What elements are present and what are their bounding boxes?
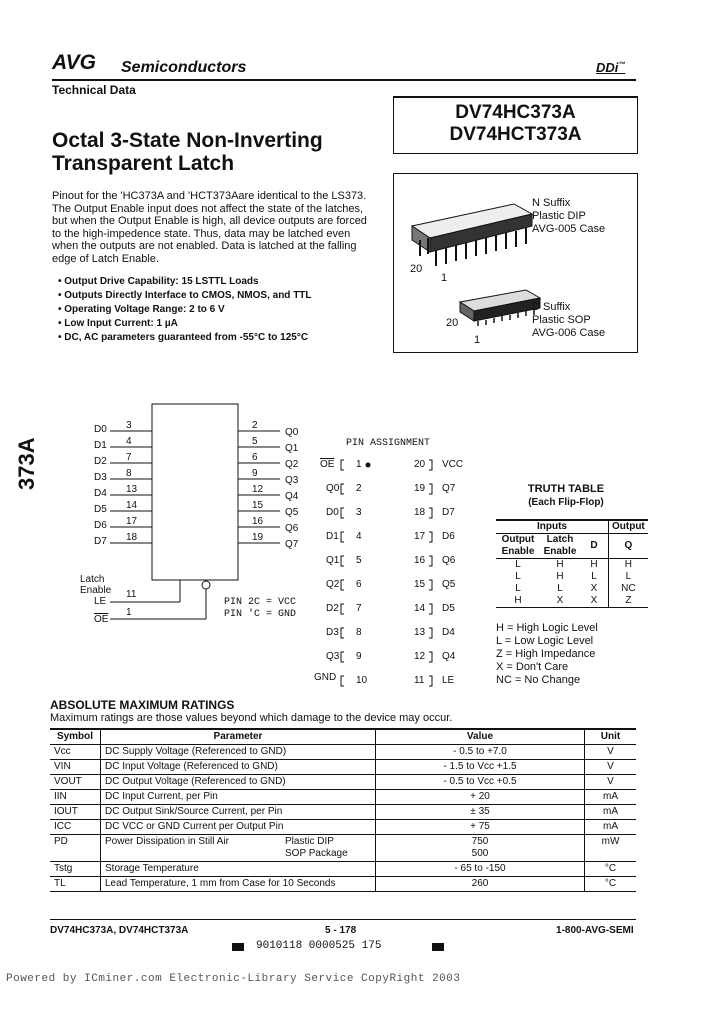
sop-package-icon <box>460 290 540 326</box>
pa-name-left: Q1 <box>326 555 340 566</box>
section-label: Technical Data <box>52 83 136 97</box>
input-label-d3: D3 <box>94 472 107 483</box>
output-label-q3: Q3 <box>285 475 299 486</box>
watermark: Powered by ICminer.com Electronic-Library Service CopyRight 2003 <box>6 973 461 985</box>
tt-row: L L X NC <box>515 583 636 594</box>
pa-pin-left: 4 <box>356 531 362 542</box>
truth-table-subtitle: (Each Flip-Flop) <box>528 497 604 508</box>
ratings-subtitle: Maximum ratings are those values beyond which damage to the device may occur. <box>50 712 453 724</box>
ratings-row: Vcc DC Supply Voltage (Referenced to GND) - 0.5 to +7.0 V <box>50 745 636 760</box>
input-label-d4: D4 <box>94 488 107 499</box>
output-pin: 6 <box>252 452 258 463</box>
output-pin: 9 <box>252 468 258 479</box>
pa-pin-right: 14 <box>414 603 426 614</box>
barcode-mark-right <box>432 943 444 951</box>
pa-name-left: D2 <box>326 603 339 614</box>
output-label-q2: Q2 <box>285 459 299 470</box>
side-part-label: 373A <box>14 437 39 490</box>
feature-item: • Operating Voltage Range: 2 to 6 V <box>70 304 390 315</box>
tt-inputs-header: Inputs <box>496 520 609 534</box>
pa-pin-left: 10 <box>356 675 368 686</box>
input-pin: 3 <box>126 420 132 431</box>
brand-subtitle: Semiconductors <box>121 59 247 76</box>
pa-name-left: D0 <box>326 507 339 518</box>
oe-label: $\overline{OE}$ <box>94 614 109 625</box>
oe-pin: 1 <box>126 607 132 618</box>
input-pin: 14 <box>126 500 138 511</box>
ratings-row: ICC DC VCC or GND Current per Output Pin + 75 mA <box>50 820 636 835</box>
pa-name-right: LE <box>442 675 455 686</box>
output-label-q6: Q6 <box>285 523 299 534</box>
pin-assignment <box>314 438 474 693</box>
dip-pin-1: 1 <box>441 272 448 284</box>
pa-pin-left: 6 <box>356 579 362 590</box>
le-pin: 11 <box>126 589 137 600</box>
brand-name: AVG <box>52 51 96 74</box>
pa-pin-left: 3 <box>356 507 362 518</box>
input-pin: 13 <box>126 484 138 495</box>
latch-enable-label: Latch Enable <box>80 574 112 596</box>
feature-item: • Outputs Directly Interface to CMOS, NMOS, and TTL <box>70 290 390 301</box>
dip-pin-20: 20 <box>410 263 423 275</box>
input-label-d1: D1 <box>94 440 107 451</box>
pa-name-right: Q6 <box>442 555 456 566</box>
feature-item: • Output Drive Capability: 15 LSTTL Loads <box>70 276 390 287</box>
pa-pin-left: 8 <box>356 627 362 638</box>
input-pin: 7 <box>126 452 132 463</box>
pa-name-right: Q4 <box>442 651 456 662</box>
dip-label: N Suffix Plastic DIP AVG-005 Case <box>532 197 606 235</box>
ratings-row: IOUT DC Output Sink/Source Current, per Pin ± 35 mA <box>50 805 636 820</box>
pa-name-left: Q3 <box>326 651 340 662</box>
output-pin: 5 <box>252 436 258 447</box>
tt-col-d: D <box>580 534 609 559</box>
title-line-1: Octal 3-State Non-Inverting <box>52 129 323 152</box>
pa-name-left: $\overline{OE}$ <box>320 459 335 470</box>
logic-diagram <box>80 400 330 630</box>
pa-name-left: D1 <box>326 531 339 542</box>
footer-part-numbers: DV74HC373A, DV74HCT373A <box>50 925 189 936</box>
footer-phone: 1-800-AVG-SEMI <box>556 925 634 936</box>
ratings-row: PD Power Dissipation in Still Air Plastic DIP SOP Package 750 500 mW <box>50 835 636 862</box>
pa-pin-right: 19 <box>414 483 426 494</box>
input-pin: 8 <box>126 468 132 479</box>
input-label-d2: D2 <box>94 456 107 467</box>
ratings-table <box>50 728 636 892</box>
pa-pin-right: 20 <box>414 459 426 470</box>
pa-pin-right: 17 <box>414 531 426 542</box>
ratings-header-row: Symbol Parameter Value Unit <box>50 729 636 745</box>
pa-name-right: Q7 <box>442 483 456 494</box>
output-pin: 2 <box>252 420 258 431</box>
ratings-row: TL Lead Temperature, 1 mm from Case for 10 Seconds 260 °C <box>50 877 636 892</box>
ratings-row: VOUT DC Output Voltage (Referenced to GND) - 0.5 to Vcc +0.5 V <box>50 775 636 790</box>
dip-package-icon <box>412 204 532 266</box>
pa-name-left: D3 <box>326 627 339 638</box>
output-label-q1: Q1 <box>285 443 299 454</box>
output-label-q5: Q5 <box>285 507 299 518</box>
barcode-text: 9010118 0000525 175 <box>256 940 382 952</box>
truth-table-legend: H = High Logic Level L = Low Logic Level Z = High Impedance X = Don't Care NC = No Change <box>496 622 598 686</box>
pa-name-right: D7 <box>442 507 455 518</box>
pa-pin-right: 11 <box>414 675 425 686</box>
input-pin: 18 <box>126 532 138 543</box>
pa-pin-left: 2 <box>356 483 362 494</box>
part-number-2: DV74HCT373A <box>449 124 582 145</box>
barcode-mark-left <box>232 943 244 951</box>
output-pin: 19 <box>252 532 264 543</box>
truth-table <box>496 519 648 608</box>
package-box <box>393 173 638 353</box>
pa-name-left: GND <box>314 672 337 683</box>
input-label-d7: D7 <box>94 536 107 547</box>
footer-page-number: 5 - 178 <box>325 925 357 936</box>
footer-rule <box>50 919 636 920</box>
pa-pin-left: 7 <box>356 603 362 614</box>
ddi-logo: DDi™ <box>596 60 626 75</box>
header-rule <box>52 79 636 81</box>
feature-item: • DC, AC parameters guaranteed from -55°C to 125°C <box>70 332 390 343</box>
output-label-q7: Q7 <box>285 539 299 550</box>
pin-note-vcc: PIN 2C = VCC <box>224 597 297 608</box>
output-pin: 15 <box>252 500 264 511</box>
pa-pin-right: 13 <box>414 627 426 638</box>
sop-label: D Suffix Plastic SOP AVG-006 Case <box>532 301 606 339</box>
pa-pin-right: 12 <box>414 651 426 662</box>
input-pin: 17 <box>126 516 138 527</box>
pa-pin-left: 9 <box>356 651 362 662</box>
pa-name-right: Q5 <box>442 579 456 590</box>
input-label-d5: D5 <box>94 504 107 515</box>
pin-assignment-title: PIN ASSIGNMENT <box>346 438 431 449</box>
description: Pinout for the 'HC373A and 'HCT373Aare identical to the LS373. The Output Enable input does not affect the state of the latches, but when the Output Enable is high, all device outputs are forced to the high-impedence state. Thus, data may be latched even when the outputs are not enabled. Data is latched at the falling edge of Latch Enable. <box>52 190 367 265</box>
pa-pin-left: 1 <box>356 459 362 470</box>
output-pin: 12 <box>252 484 264 495</box>
pa-pin-left: 5 <box>356 555 362 566</box>
tt-col-oe: Output Enable <box>501 534 535 557</box>
ratings-row: Tstg Storage Temperature - 65 to -150 °C <box>50 862 636 877</box>
output-label-q4: Q4 <box>285 491 299 502</box>
tt-col-q: Q <box>624 540 633 551</box>
output-label-q0: Q0 <box>285 427 299 438</box>
tt-col-le: Latch Enable <box>543 534 577 557</box>
part-number-box <box>393 96 638 154</box>
ratings-row: VIN DC Input Voltage (Referenced to GND) - 1.5 to Vcc +1.5 V <box>50 760 636 775</box>
tt-row: L H L L <box>515 571 632 582</box>
pa-name-right: D4 <box>442 627 455 638</box>
pa-name-right: D5 <box>442 603 455 614</box>
ratings-title: ABSOLUTE MAXIMUM RATINGS <box>50 698 235 712</box>
pin-note-gnd: PIN 'C = GND <box>224 609 297 620</box>
pa-name-left: Q2 <box>326 579 340 590</box>
le-label: LE <box>94 596 107 607</box>
pa-name-right: D6 <box>442 531 455 542</box>
tt-row: H X X Z <box>496 595 648 608</box>
truth-table-title: TRUTH TABLE <box>527 483 605 495</box>
ratings-row: IIN DC Input Current, per Pin + 20 mA <box>50 790 636 805</box>
pa-pin-right: 15 <box>414 579 426 590</box>
sop-pin-1: 1 <box>474 334 481 346</box>
pa-pin-right: 18 <box>414 507 426 518</box>
part-number-1: DV74HC373A <box>455 102 576 123</box>
input-pin: 4 <box>126 436 132 447</box>
pa-name-left: Q0 <box>326 483 340 494</box>
sop-pin-20: 20 <box>446 317 459 329</box>
pa-name-right: VCC <box>442 459 464 470</box>
title-line-2: Transparent Latch <box>52 152 235 175</box>
feature-item: • Low Input Current: 1 µA <box>70 318 390 329</box>
tt-row: L H H H <box>515 559 632 570</box>
pa-pin-right: 16 <box>414 555 426 566</box>
feature-list <box>56 276 390 346</box>
input-label-d0: D0 <box>94 424 107 435</box>
output-pin: 16 <box>252 516 264 527</box>
input-label-d6: D6 <box>94 520 107 531</box>
tt-output-header: Output <box>612 521 645 532</box>
